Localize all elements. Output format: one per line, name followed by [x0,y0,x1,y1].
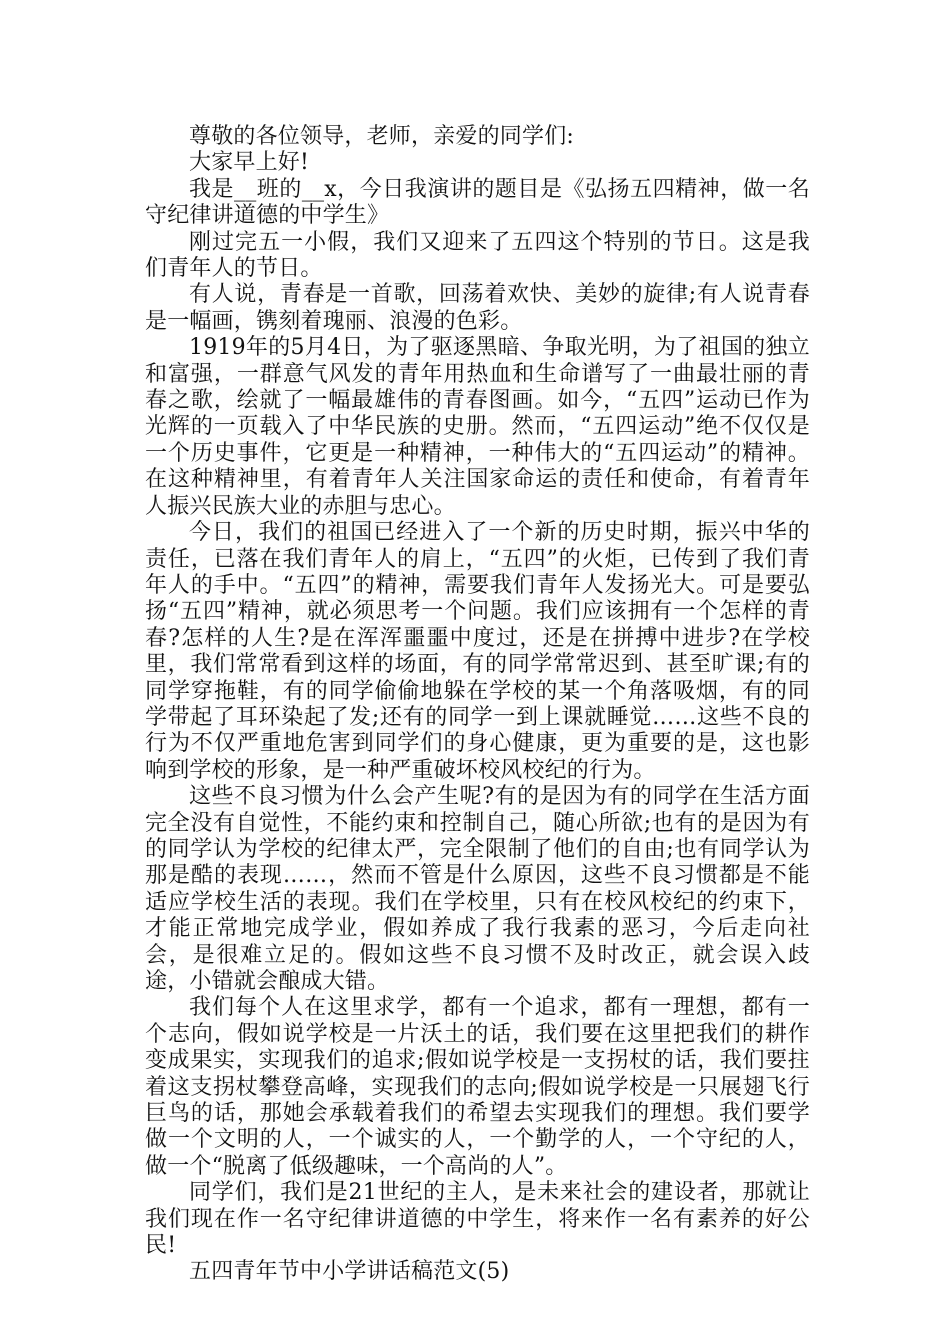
paragraph: 今日，我们的祖国已经进入了一个新的历史时期，振兴中华的责任，已落在我们青年人的肩上，“五四”的火炬，已传到了我们青年人的手中。“五四”的精神，需要我们青年人发扬光大。可是要弘扬“五四”精神，就必须思考一个问题。我们应该拥有一个怎样的青春?怎样的人生?是在浑浑噩噩中度过，还是在拼搏中进步?在学校里，我们常常看到这样的场面，有的同学常常迟到、甚至旷课;有的同学穿拖鞋，有的同学偷偷地躲在学校的某一个角落吸烟，有的同学带起了耳环染起了发;还有的同学一到上课就睡觉……这些不良的行为不仅严重地危害到同学们的身心健康，更为重要的是，这也影响到学校的形象，是一种严重破坏校风校纪的行为。 [145,520,810,783]
document-body [145,124,810,1286]
greeting-line: 尊敬的各位领导，老师，亲爱的同学们: [189,124,575,149]
paragraph: 这些不良习惯为什么会产生呢?有的是因为有的同学在生活方面完全没有自觉性，不能约束和控制自己，随心所欲;也有的是因为有的同学认为学校的纪律太严，完全限制了他们的自由;也有同学认为那是酷的表现……，然而不管是什么原因，这些不良习惯都是不能适应学校生活的表现。我们在学校里，只有在校风校纪的约束下，才能正常地完成学业，假如养成了我行我素的恶习，今后走向社会，是很难立足的。假如这些不良习惯不及时改正，就会误入歧途，小错就会酿成大错。 [145,784,810,994]
paragraph: 我是__班的__x，今日我演讲的题目是《弘扬五四精神，做一名守纪律讲道德的中学生》 [145,176,810,229]
paragraph: 我们每个人在这里求学，都有一个追求，都有一理想，都有一个志向，假如说学校是一片沃土的话，我们要在这里把我们的耕作变成果实，实现我们的追求;假如说学校是一支拐杖的话，我们要拄着这支拐杖攀登高峰，实现我们的志向;假如说学校是一只展翅飞行巨鸟的话，那她会承载着我们的希望去实现我们的理想。我们要学做一个文明的人，一个诚实的人，一个勤学的人，一个守纪的人，做一个“脱离了低级趣味，一个高尚的人”。 [145,995,810,1179]
next-section-title: 五四青年节中小学讲话稿范文(5) [189,1259,510,1285]
paragraph: 有人说，青春是一首歌，回荡着欢快、美妙的旋律;有人说青春是一幅画，镌刻着瑰丽、浪漫的色彩。 [145,282,810,334]
morning-line: 大家早上好! [189,150,310,176]
paragraph: 刚过完五一小假，我们又迎来了五四这个特别的节日。这是我们青年人的节日。 [145,229,810,282]
paragraph: 同学们，我们是21世纪的主人，是未来社会的建设者，那就让我们现在作一名守纪律讲道德的中学生，将来作一名有素养的好公民! [145,1180,810,1259]
paragraph: 1919年的5月4日，为了驱逐黑暗、争取光明，为了祖国的独立和富强，一群意气风发的青年用热血和生命谱写了一曲最壮丽的青春之歌，绘就了一幅最雄伟的青春图画。如今，“五四”运动已作为光辉的一页载入了中华民族的史册。然而，“五四运动”绝不仅仅是一个历史事件，它更是一种精神，一种伟大的“五四运动”的精神。在这种精神里，有着青年人关注国家命运的责任和使命，有着青年人振兴民族大业的赤胆与忠心。 [145,335,810,519]
